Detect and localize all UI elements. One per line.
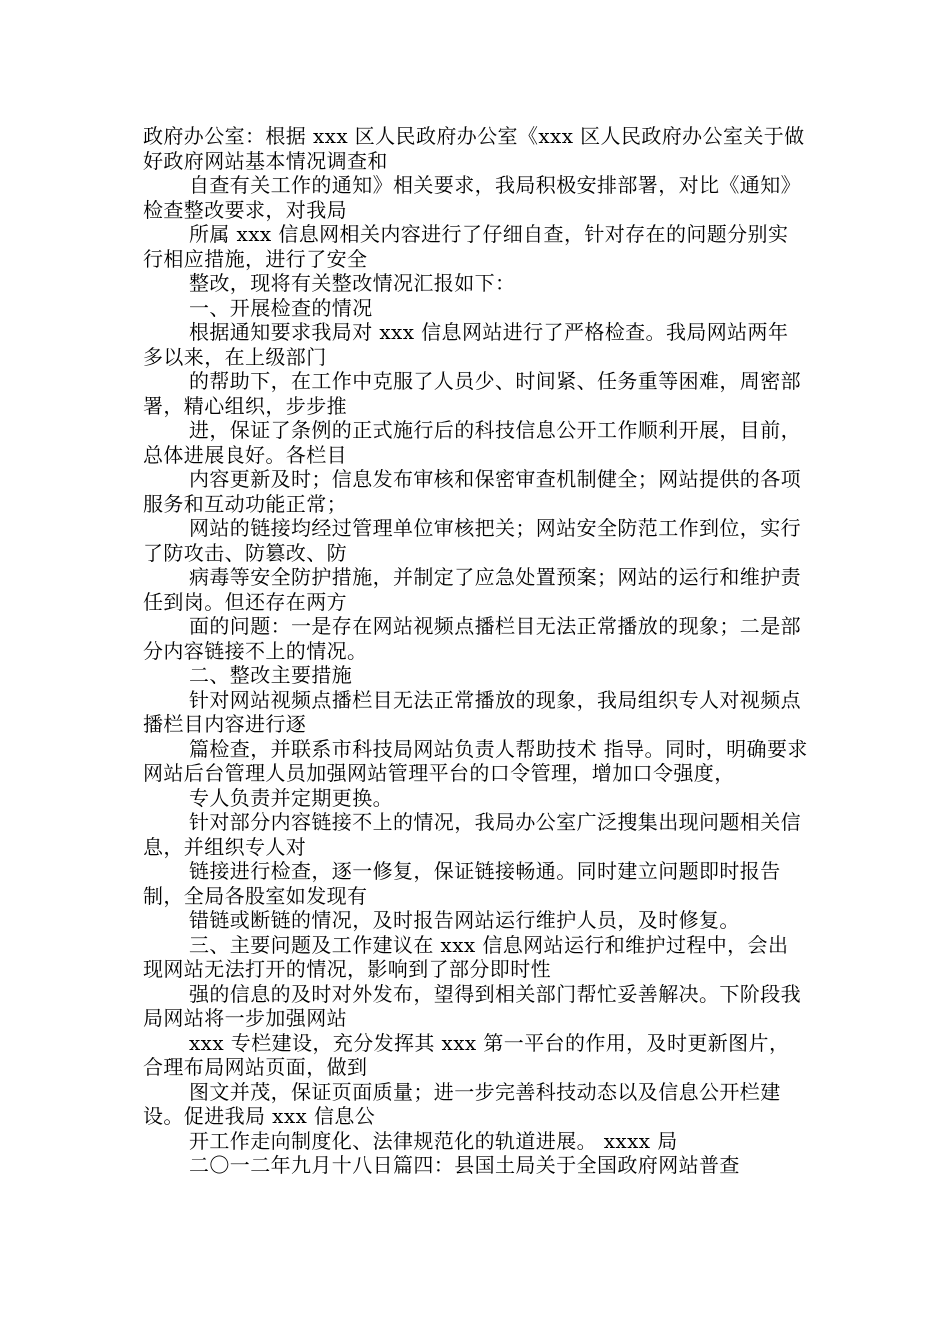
paragraph: 的帮助下，在工作中克服了人员少、时间紧、任务重等困难，周密部署，精心组织，步步推 bbox=[143, 369, 801, 418]
paragraph: 开工作走向制度化、法律规范化的轨道进展。 xxxx 局 bbox=[189, 1128, 678, 1153]
paragraph: 自查有关工作的通知》相关要求，我局积极安排部署，对比《通知》检查整改要求，对我局 bbox=[143, 173, 801, 222]
section-heading: 一、开展检查的情况 bbox=[189, 295, 373, 320]
paragraph: 三、主要问题及工作建议在 xxx 信息网站运行和维护过程中，会出现网站无法打开的情况，影响到了部分即时性 bbox=[143, 932, 789, 981]
paragraph: 根据通知要求我局对 xxx 信息网站进行了严格检查。我局网站两年多以来，在上级部门 bbox=[143, 320, 789, 369]
paragraph: 面的问题：一是存在网站视频点播栏目无法正常播放的现象；二是部分内容链接不上的情况。 bbox=[143, 614, 801, 663]
paragraph: 政府办公室：根据 xxx 区人民政府办公室《xxx 区人民政府办公室关于做好政府网站基本情况调查和 bbox=[143, 124, 805, 173]
paragraph: 针对网站视频点播栏目无法正常播放的现象，我局组织专人对视频点播栏目内容进行逐 bbox=[143, 687, 801, 736]
paragraph: 内容更新及时；信息发布审核和保密审查机制健全；网站提供的各项服务和互动功能正常； bbox=[143, 467, 801, 516]
paragraph: 专人负责并定期更换。 bbox=[189, 785, 393, 810]
paragraph: 强的信息的及时对外发布，望得到相关部门帮忙妥善解决。下阶段我局网站将一步加强网站 bbox=[143, 981, 801, 1030]
paragraph: 错链或断链的情况，及时报告网站运行维护人员，及时修复。 bbox=[189, 908, 740, 932]
paragraph: 二〇一二年九月十八日篇四：县国土局关于全国政府网站普查 bbox=[189, 1153, 740, 1177]
paragraph: 进，保证了条例的正式施行后的科技信息公开工作顺利开展，目前，总体进展良好。各栏目 bbox=[143, 418, 801, 467]
paragraph: 图文并茂，保证页面质量；进一步完善科技动态以及信息公开栏建设。促进我局 xxx 信息公 bbox=[143, 1079, 781, 1128]
paragraph: 网站的链接均经过管理单位审核把关；网站安全防范工作到位，实行了防攻击、防篡改、防 bbox=[143, 516, 801, 565]
document-body bbox=[143, 124, 808, 1178]
paragraph: 所属 xxx 信息网相关内容进行了仔细自查，针对存在的问题分别实行相应措施，进行了安全 bbox=[143, 222, 789, 271]
paragraph: 病毒等安全防护措施，并制定了应急处置预案；网站的运行和维护责任到岗。但还存在两方 bbox=[143, 565, 801, 614]
paragraph: 整改，现将有关整改情况汇报如下： bbox=[189, 271, 516, 295]
paragraph: 篇检查，并联系市科技局网站负责人帮助技术 指导。同时，明确要求网站后台管理人员加强网站管理平台的口令管理，增加口令强度， bbox=[143, 736, 808, 785]
paragraph: 链接进行检查，逐一修复，保证链接畅通。同时建立问题即时报告制，全局各股室如发现有 bbox=[143, 859, 781, 908]
section-heading: 二、整改主要措施 bbox=[189, 663, 353, 687]
paragraph: 针对部分内容链接不上的情况，我局办公室广泛搜集出现问题相关信息，并组织专人对 bbox=[143, 810, 801, 859]
paragraph: xxx 专栏建设，充分发挥其 xxx 第一平台的作用，及时更新图片，合理布局网站页面，做到 bbox=[143, 1030, 790, 1079]
